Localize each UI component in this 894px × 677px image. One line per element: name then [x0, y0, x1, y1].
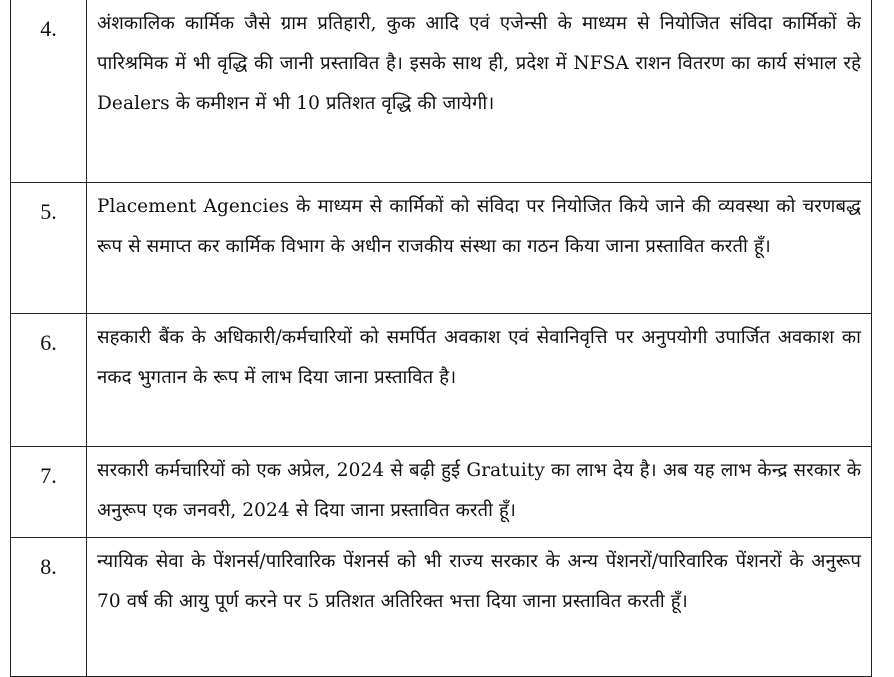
item-text: न्यायिक सेवा के पेंशनर्स/पारिवारिक पेंशनर्स को भी राज्य सरकार के अन्य पेंशनरों/पारिवारिक पेंशनरों के अनुरूप 70 वर्ष की आयु पूर्ण करने पर 5 प्रतिशत अतिरिक्त भत्ता दिया जाना प्रस्तावित करती हूँ।	[87, 537, 872, 676]
item-text: अंशकालिक कार्मिक जैसे ग्राम प्रतिहारी, कुक आदि एवं एजेन्सी के माध्यम से नियोजित संविदा कार्मिकों के पारिश्रमिक में भी वृद्धि की जानी प्रस्तावित है। इसके साथ ही, प्रदेश में NFSA राशन वितरण का कार्य संभाल रहे Dealers के कमीशन में भी 10 प्रतिशत वृद्धि की जायेगी।	[87, 0, 872, 182]
item-number: 6.	[11, 313, 87, 446]
item-text: सरकारी कर्मचारियों को एक अप्रेल, 2024 से बढ़ी हुई Gratuity का लाभ देय है। अब यह लाभ केन्द्र सरकार के अनुरूप एक जनवरी, 2024 से दिया जाना प्रस्तावित करती हूँ।	[87, 446, 872, 537]
item-number: 7.	[11, 446, 87, 537]
table-row	[11, 446, 872, 537]
table-row	[11, 313, 872, 446]
table-row	[11, 537, 872, 676]
item-number: 5.	[11, 182, 87, 313]
item-number: 4.	[11, 0, 87, 182]
item-number: 8.	[11, 537, 87, 676]
document-table	[10, 0, 872, 677]
item-text: Placement Agencies के माध्यम से कार्मिकों को संविदा पर नियोजित किये जाने की व्यवस्था को चरणबद्ध रूप से समाप्त कर कार्मिक विभाग के अधीन राजकीय संस्था का गठन किया जाना प्रस्तावित करती हूँ।	[87, 182, 872, 313]
item-text: सहकारी बैंक के अधिकारी/कर्मचारियों को समर्पित अवकाश एवं सेवानिवृत्ति पर अनुपयोगी उपार्जित अवकाश का नकद भुगतान के रूप में लाभ दिया जाना प्रस्तावित है।	[87, 313, 872, 446]
table-row	[11, 182, 872, 313]
table-row	[11, 0, 872, 182]
